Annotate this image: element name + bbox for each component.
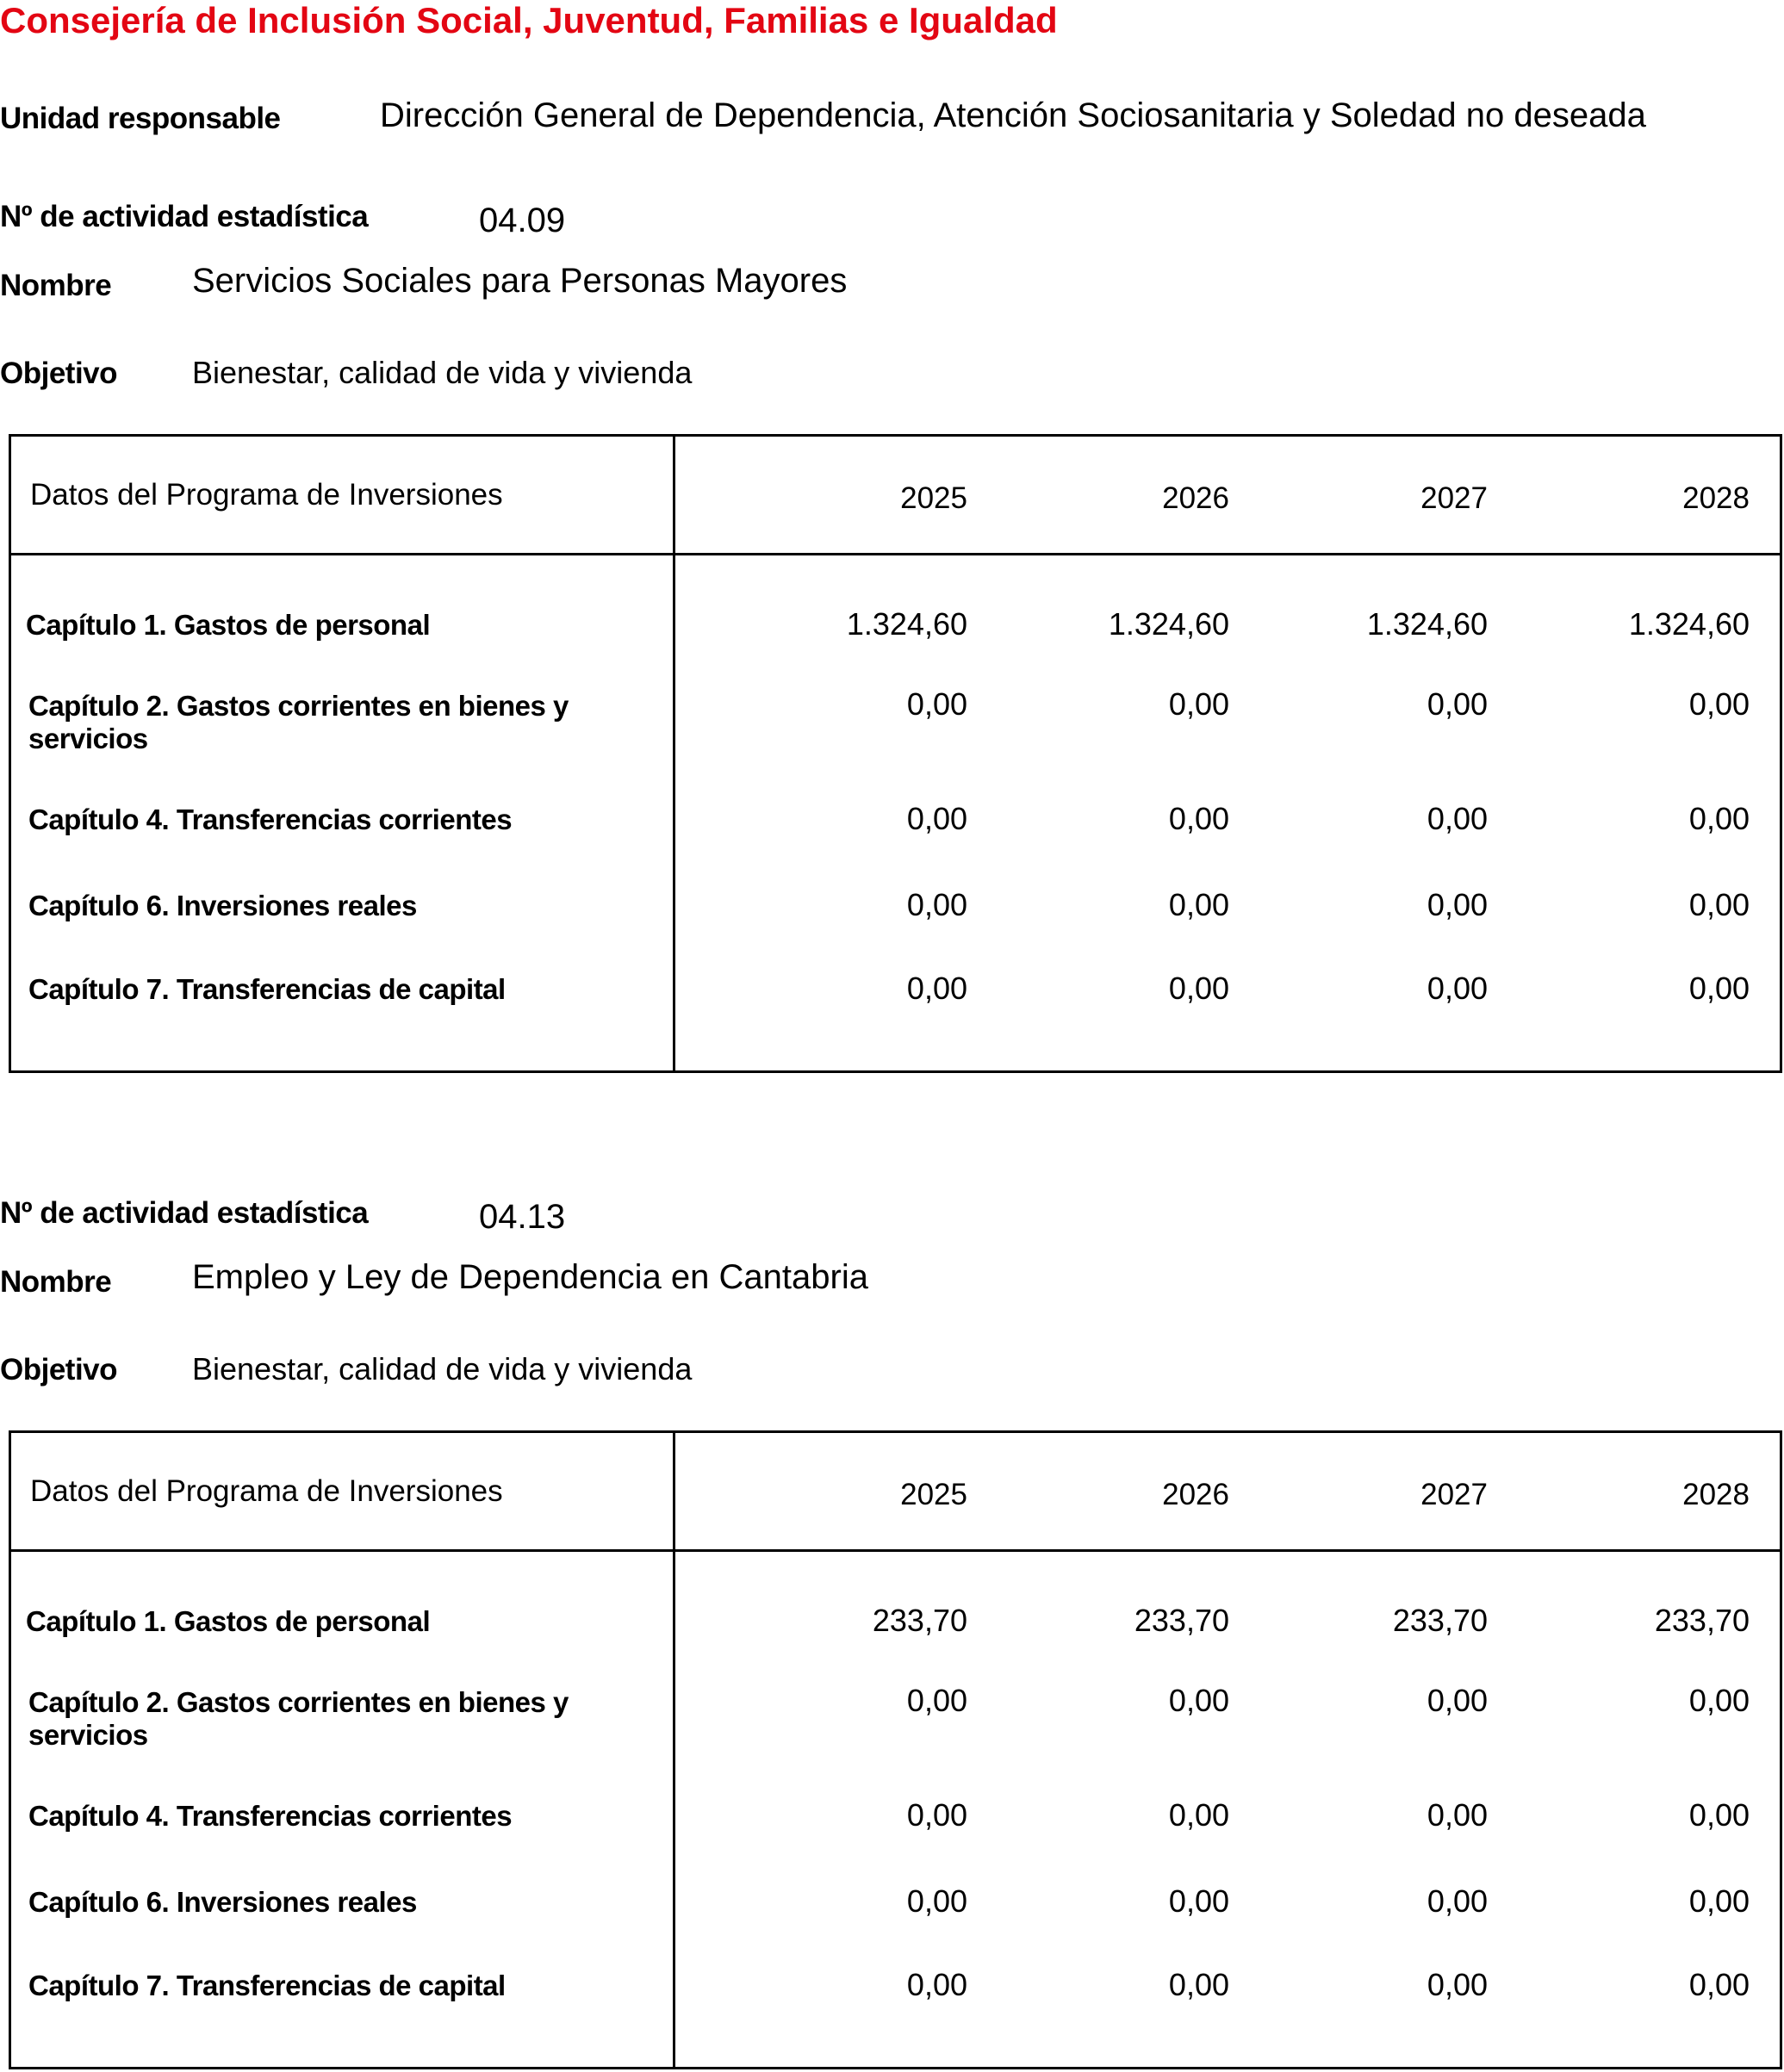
row-label: Capítulo 1. Gastos de personal bbox=[26, 609, 431, 641]
cell-value: 0,00 bbox=[906, 971, 967, 1006]
cell-value: 1.324,60 bbox=[1628, 606, 1750, 642]
cell-value: 0,00 bbox=[1427, 686, 1488, 722]
row-label: Capítulo 7. Transferencias de capital bbox=[28, 1970, 506, 2001]
column-divider bbox=[673, 1433, 675, 2067]
header-divider bbox=[11, 553, 1780, 555]
year-header: 2027 bbox=[1420, 481, 1488, 515]
name-value: Empleo y Ley de Dependencia en Cantabria bbox=[192, 1258, 868, 1296]
investment-table bbox=[9, 1430, 1782, 2069]
cell-value: 0,00 bbox=[906, 801, 967, 836]
cell-value: 0,00 bbox=[1427, 887, 1488, 922]
cell-value: 0,00 bbox=[1427, 971, 1488, 1006]
cell-value: 1.324,60 bbox=[1366, 606, 1488, 642]
table-header-label: Datos del Programa de Inversiones bbox=[30, 478, 503, 512]
year-header: 2025 bbox=[900, 1478, 967, 1511]
row-label: Capítulo 4. Transferencias corrientes bbox=[28, 803, 513, 835]
cell-value: 233,70 bbox=[872, 1603, 967, 1638]
cell-value: 0,00 bbox=[1168, 1797, 1229, 1833]
table-header-label: Datos del Programa de Inversiones bbox=[30, 1474, 503, 1508]
cell-value: 233,70 bbox=[1392, 1603, 1488, 1638]
row-label: Capítulo 4. Transferencias corrientes bbox=[28, 1800, 513, 1832]
year-header: 2025 bbox=[900, 481, 967, 515]
row-label: Capítulo 2. Gastos corrientes en bienes y servicios bbox=[28, 690, 569, 754]
year-header: 2026 bbox=[1162, 481, 1229, 515]
name-label: Nombre bbox=[0, 1265, 112, 1299]
cell-value: 0,00 bbox=[1168, 801, 1229, 836]
cell-value: 1.324,60 bbox=[846, 606, 967, 642]
cell-value: 0,00 bbox=[1168, 887, 1229, 922]
activity-section bbox=[0, 0, 1784, 1006]
cell-value: 0,00 bbox=[1688, 1797, 1750, 1833]
cell-value: 0,00 bbox=[1427, 1797, 1488, 1833]
cell-value: 0,00 bbox=[906, 1967, 967, 2002]
cell-value: 0,00 bbox=[1427, 1967, 1488, 2002]
cell-value: 0,00 bbox=[1688, 971, 1750, 1006]
cell-value: 0,00 bbox=[1688, 1883, 1750, 1919]
cell-value: 233,70 bbox=[1134, 1603, 1229, 1638]
cell-value: 0,00 bbox=[1168, 1967, 1229, 2002]
cell-value: 0,00 bbox=[1688, 1683, 1750, 1718]
row-label: Capítulo 2. Gastos corrientes en bienes y servicios bbox=[28, 1686, 569, 1751]
unit-value: Dirección General de Dependencia, Atención Sociosanitaria y Soledad no deseada bbox=[380, 96, 1646, 134]
objective-label: Objetivo bbox=[0, 357, 118, 390]
cell-value: 0,00 bbox=[906, 1797, 967, 1833]
name-value: Servicios Sociales para Personas Mayores bbox=[192, 262, 848, 300]
cell-value: 0,00 bbox=[1168, 971, 1229, 1006]
cell-value: 233,70 bbox=[1654, 1603, 1750, 1638]
cell-value: 0,00 bbox=[1688, 1967, 1750, 2002]
cell-value: 0,00 bbox=[1168, 686, 1229, 722]
year-header: 2027 bbox=[1420, 1478, 1488, 1511]
column-divider bbox=[673, 437, 675, 1070]
activity-number-value: 04.13 bbox=[479, 1198, 566, 1236]
name-label: Nombre bbox=[0, 269, 112, 302]
row-label: Capítulo 6. Inversiones reales bbox=[28, 1886, 417, 1918]
cell-value: 0,00 bbox=[1427, 1883, 1488, 1919]
cell-value: 0,00 bbox=[1688, 801, 1750, 836]
activity-number-label: Nº de actividad estadística bbox=[0, 200, 369, 233]
cell-value: 0,00 bbox=[906, 887, 967, 922]
cell-value: 0,00 bbox=[906, 1683, 967, 1718]
activity-number-value: 04.09 bbox=[479, 202, 566, 239]
objective-value: Bienestar, calidad de vida y vivienda bbox=[192, 355, 693, 390]
cell-value: 1.324,60 bbox=[1108, 606, 1229, 642]
objective-label: Objetivo bbox=[0, 1353, 118, 1387]
cell-value: 0,00 bbox=[1688, 686, 1750, 722]
unit-label: Unidad responsable bbox=[0, 102, 281, 135]
header-divider bbox=[11, 1549, 1780, 1552]
cell-value: 0,00 bbox=[906, 1883, 967, 1919]
row-label: Capítulo 7. Transferencias de capital bbox=[28, 973, 506, 1005]
activity-number-label: Nº de actividad estadística bbox=[0, 1196, 369, 1230]
cell-value: 0,00 bbox=[1427, 801, 1488, 836]
activity-section bbox=[0, 996, 1784, 2002]
year-header: 2028 bbox=[1682, 481, 1750, 515]
cell-value: 0,00 bbox=[1168, 1883, 1229, 1919]
year-header: 2026 bbox=[1162, 1478, 1229, 1511]
investment-table bbox=[9, 434, 1782, 1073]
row-label: Capítulo 1. Gastos de personal bbox=[26, 1605, 431, 1637]
row-label: Capítulo 6. Inversiones reales bbox=[28, 890, 417, 921]
year-header: 2028 bbox=[1682, 1478, 1750, 1511]
cell-value: 0,00 bbox=[1688, 887, 1750, 922]
objective-value: Bienestar, calidad de vida y vivienda bbox=[192, 1351, 693, 1387]
cell-value: 0,00 bbox=[1427, 1683, 1488, 1718]
cell-value: 0,00 bbox=[906, 686, 967, 722]
cell-value: 0,00 bbox=[1168, 1683, 1229, 1718]
page-title: Consejería de Inclusión Social, Juventud, Familias e Igualdad bbox=[0, 0, 1058, 40]
